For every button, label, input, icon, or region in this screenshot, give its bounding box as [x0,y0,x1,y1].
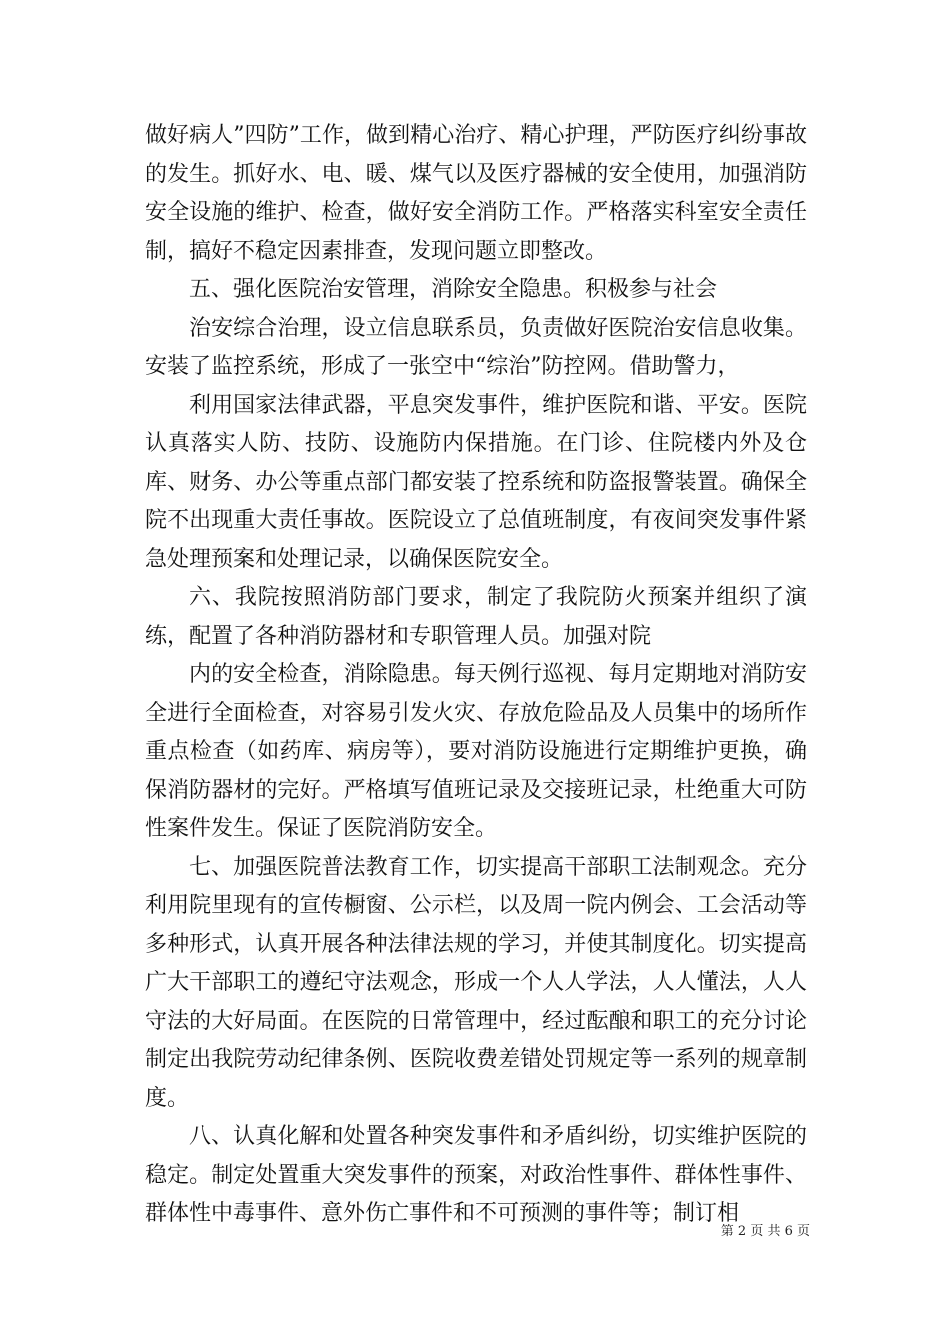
paragraph-2: 五、强化医院治安管理，消除安全隐患。积极参与社会 [189,277,718,302]
document-body [145,117,807,1234]
paragraph-6: 内的安全检查，消除隐患。每天例行巡视、每月定期地对消防安全进行全面检查，对容易引发火灾、存放危险品及人员集中的场所作重点检查（如药库、病房等），要对消防设施进行定期维护更换，确保消防器材的完好。严格填写值班记录及交接班记录，杜绝重大可防性案件发生。保证了医院消防安全。 [145,662,807,841]
page-number-footer: 第 2 页 共 6 页 [720,1224,810,1239]
paragraph-5: 六、我院按照消防部门要求，制定了我院防火预案并组织了演练，配置了各种消防器材和专职管理人员。加强对院 [145,585,807,649]
paragraph-4: 利用国家法律武器，平息突发事件，维护医院和谐、平安。医院认真落实人防、技防、设施防内保措施。在门诊、住院楼内外及仓库、财务、办公等重点部门都安装了控系统和防盗报警装置。确保全院不出现重大责任事故。医院设立了总值班制度，有夜间突发事件紧急处理预案和处理记录，以确保医院安全。 [145,392,807,572]
paragraph-3: 治安综合治理，设立信息联系员，负责做好医院治安信息收集。安装了监控系统，形成了一张空中“综治”防控网。借助警力， [145,315,807,379]
paragraph-8: 八、认真化解和处置各种突发事件和矛盾纠纷，切实维护医院的稳定。制定处置重大突发事件的预案，对政治性事件、群体性事件、群体性中毒事件、意外伤亡事件和不可预测的事件等；制订相 [145,1124,807,1226]
paragraph-7: 七、加强医院普法教育工作，切实提高干部职工法制观念。充分利用院里现有的宣传橱窗、公示栏，以及周一院内例会、工会活动等多种形式，认真开展各种法律法规的学习，并使其制度化。切实提高广大干部职工的遵纪守法观念，形成一个人人学法，人人懂法，人人守法的大好局面。在医院的日常管理中，经过酝酿和职工的充分讨论制定出我院劳动纪律条例、医院收费差错处罚规定等一系列的规章制度。 [145,854,807,1111]
paragraph-1: 做好病人”四防”工作，做到精心治疗、精心护理，严防医疗纠纷事故的发生。抓好水、电、暖、煤气以及医疗器械的安全使用，加强消防安全设施的维护、检查，做好安全消防工作。严格落实科室安全责任制，搞好不稳定因素排查，发现问题立即整改。 [145,123,807,264]
